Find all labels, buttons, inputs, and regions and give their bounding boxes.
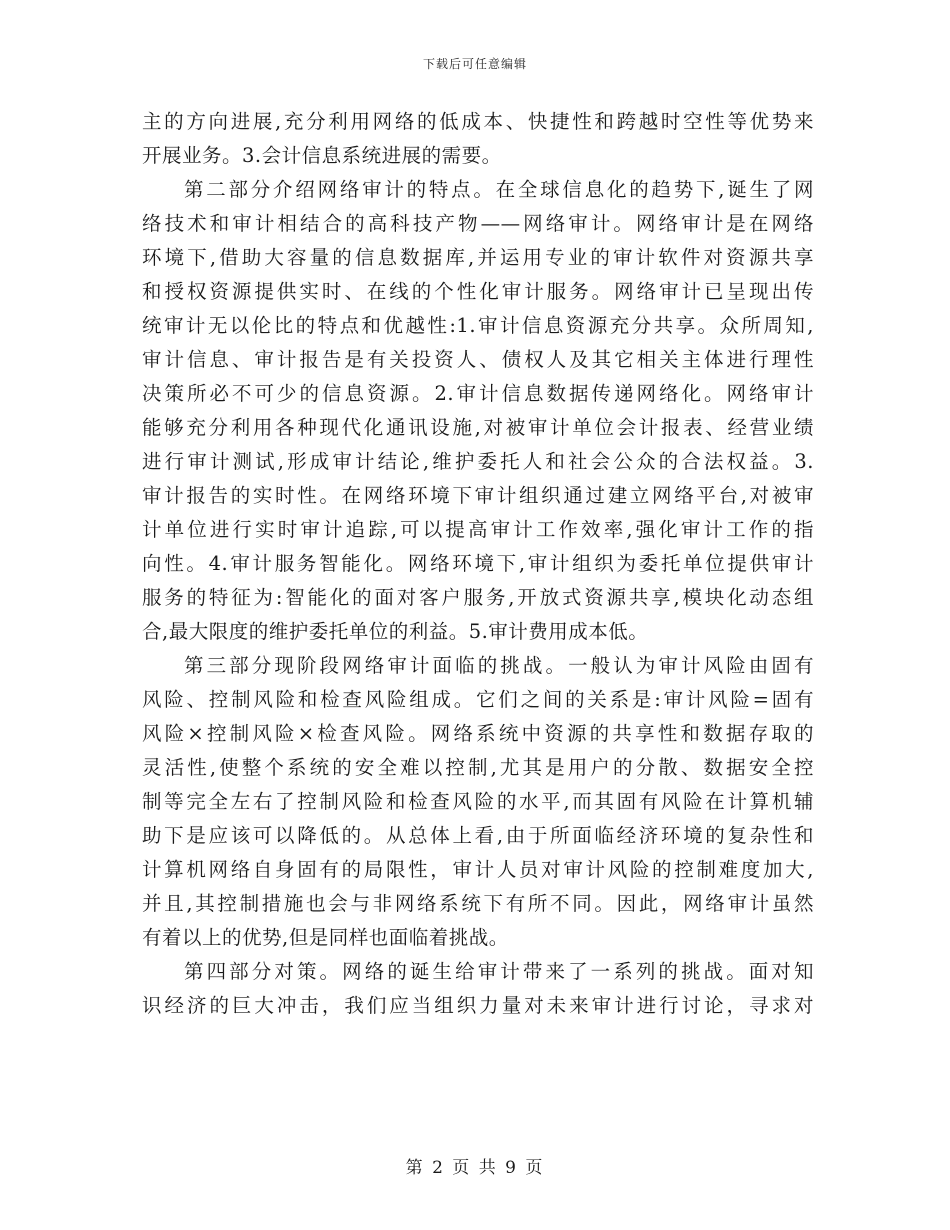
text-line: 助下是应该可以降低的。从总体上看,由于所面临经济环境的复杂性和 xyxy=(142,824,814,847)
text-line: 计算机网络自身固有的局限性，审计人员对审计风险的控制难度加大, xyxy=(142,858,814,881)
text-line: 第二部分介绍网络审计的特点。在全球信息化的趋势下,诞生了网 xyxy=(184,178,814,201)
text-line: 合,最大限度的维护委托单位的利益。5.审计费用成本低。 xyxy=(142,620,649,643)
page-footer: 第 2 页 共 9 页 xyxy=(405,1158,545,1178)
text-line: 决策所必不可少的信息资源。2.审计信息数据传递网络化。网络审计 xyxy=(142,382,814,405)
text-line: 计单位进行实时审计追踪,可以提高审计工作效率,强化审计工作的指 xyxy=(142,518,814,541)
text-line: 识经济的巨大冲击，我们应当组织力量对未来审计进行讨论，寻求对 xyxy=(142,994,814,1017)
text-line: 能够充分利用各种现代化通讯设施,对被审计单位会计报表、经营业绩 xyxy=(142,416,814,439)
text-line: 并且,其控制措施也会与非网络系统下有所不同。因此，网络审计虽然 xyxy=(142,892,814,915)
text-line: 第四部分对策。网络的诞生给审计带来了一系列的挑战。面对知 xyxy=(184,960,814,983)
text-line: 进行审计测试,形成审计结论,维护委托人和社会公众的合法权益。3. xyxy=(142,450,814,473)
text-line: 制等完全左右了控制风险和检查风险的水平,而其固有风险在计算机辅 xyxy=(142,790,814,813)
document-body xyxy=(142,105,814,1023)
text-line: 第三部分现阶段网络审计面临的挑战。一般认为审计风险由固有 xyxy=(184,654,814,677)
text-line: 络技术和审计相结合的高科技产物——网络审计。网络审计是在网络 xyxy=(142,212,814,235)
text-line: 环境下,借助大容量的信息数据库,并运用专业的审计软件对资源共享 xyxy=(142,246,814,269)
text-line: 主的方向进展,充分利用网络的低成本、快捷性和跨越时空性等优势来 xyxy=(142,110,814,133)
text-line: 风险×控制风险×检查风险。网络系统中资源的共享性和数据存取的 xyxy=(142,722,814,745)
text-line: 和授权资源提供实时、在线的个性化审计服务。网络审计已呈现出传 xyxy=(142,280,814,303)
text-line: 统审计无以伦比的特点和优越性:1.审计信息资源充分共享。众所周知, xyxy=(142,314,814,337)
text-line: 风险、控制风险和检查风险组成。它们之间的关系是:审计风险=固有 xyxy=(142,688,814,711)
text-line: 灵活性,使整个系统的安全难以控制,尤其是用户的分散、数据安全控 xyxy=(142,756,814,779)
text-line: 审计报告的实时性。在网络环境下审计组织通过建立网络平台,对被审 xyxy=(142,484,814,507)
text-line: 有着以上的优势,但是同样也面临着挑战。 xyxy=(142,926,509,949)
text-line: 审计信息、审计报告是有关投资人、债权人及其它相关主体进行理性 xyxy=(142,348,814,371)
page-header: 下载后可任意编辑 xyxy=(422,57,527,71)
text-line: 向性。4.审计服务智能化。网络环境下,审计组织为委托单位提供审计 xyxy=(142,552,814,575)
text-line: 服务的特征为:智能化的面对客户服务,开放式资源共享,模块化动态组 xyxy=(142,586,814,609)
text-line: 开展业务。3.会计信息系统进展的需要。 xyxy=(142,144,502,167)
